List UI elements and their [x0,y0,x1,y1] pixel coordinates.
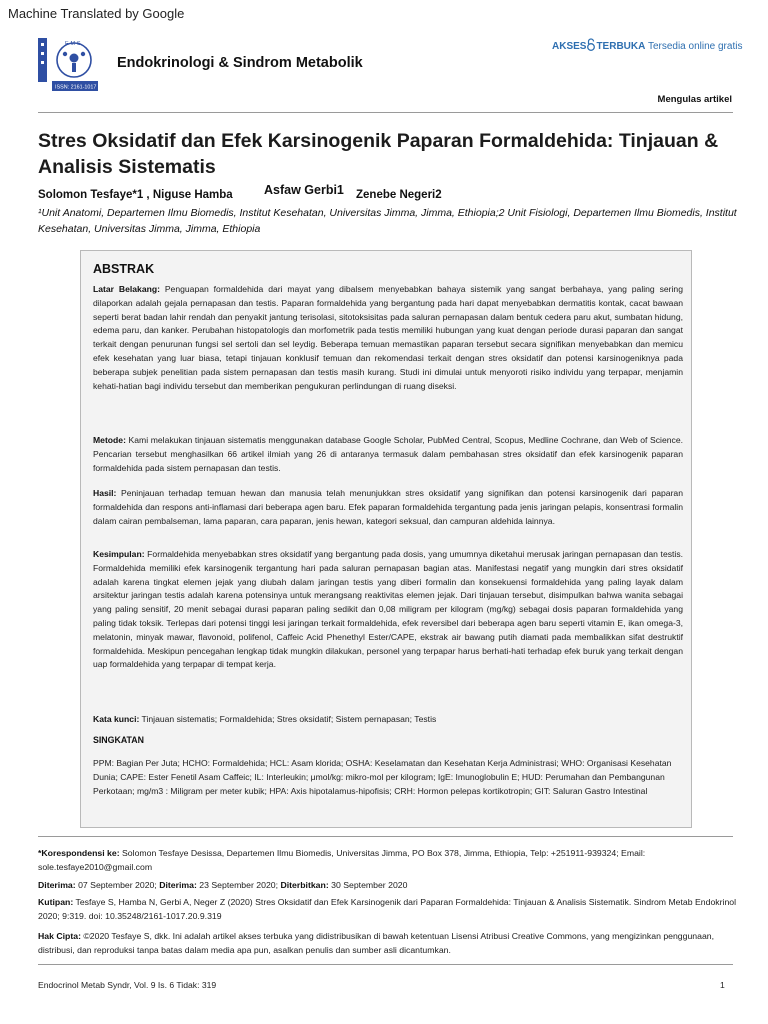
article-title: Stres Oksidatif dan Efek Karsinogenik Paparan Formaldehida: Tinjauan & Analisis Sistematis [38,130,719,178]
svg-text:E·M·S: E·M·S [65,41,81,47]
footnote-divider [38,836,733,837]
article-type-label: Mengulas artikel [657,94,732,105]
page-number: 1 [720,980,725,990]
header-divider [38,112,733,113]
abstract-methods: Metode: Kami melakukan tinjauan sistematis menggunakan database Google Scholar, PubMed Central, Scopus, Medline Cochrane, dan Web of Science. Pencarian tersebut menghasilkan 66 artikel ilmiah yang 26 di antaranya termasuk dalam pembahasan stres oksidatif dan efek karsinogenik paparan formaldehida pada sistem pernapasan dan testis. [93,435,683,473]
abstract-heading: ABSTRAK [93,262,155,276]
copyright-note: Hak Cipta: ©2020 Tesfaye S, dkk. Ini adalah artikel akses terbuka yang didistribusikan di bawah ketentuan Lisensi Atribusi Creative Commons, yang mengizinkan penggunaan, distribusi, dan reproduksi tanpa batas dalam media apa pun, asalkan penulis dan sumber asli dicantumkan. [38,931,715,955]
abstract-conclusion: Kesimpulan: Formaldehida menyebabkan stres oksidatif yang bergantung pada dosis, yang umumnya diketahui merusak jaringan pernapasan dan testis. Formaldehida memiliki efek karsinogenik tergantung hari pada saluran pernapasan bagian atas. Manifestasi negatif yang mungkin dari stres oksidatif adalah karena tingkat elemen jejak yang diubah dalam jaringan testis yang diberi formalin dan konsekuensi formaldehida yang paling layak dalam arsitektur jaringan testis adalah karena potensinya untuk merangsang reaktivitas elemen jejak. Dari tinjauan tersebut, disimpulkan bahwa wanita sebagai yang paling sensitif, 20 menit sebagai durasi paparan paling sedikit dan 0,08 miligram per kilogram (mg/kg) sebagai dosis paparan formaldehida yang paling tidak toksik. Terlepas dari potensi tinggi lesi jaringan terkait formaldehida, efek reversibel dari beberapa agen baru seperti vitamin E, ikan omega-3, melatonin, minyak mawar, flavonoid, polifenol, Caffeic Acid Phenethyl Ester/CAPE, ekstrak air bawang putih diamati pada membalikkan sifat destruktif formaldehida. Meskipun pencegahan lengkap tidak mungkin dilakukan, personel yang terpapar harus berhati-hati terhadap efek buruk yang terkait dengan uap formaldehida yang terpapar di tempat kerja. [93,549,683,670]
journal-footer-citation: Endocrinol Metab Syndr, Vol. 9 Is. 6 Tidak: 319 [38,980,217,990]
author-affiliations: ¹Unit Anatomi, Departemen Ilmu Biomedis, Institut Kesehatan, Universitas Jimma, Jimma, Ethiopia;2 Unit Fisiologi, Departemen Ilmu Biomedis, Institut Kesehatan, Universitas Jimma, Jimma, Ethiopia [38,207,737,235]
abbreviations-list: PPM: Bagian Per Juta; HCHO: Formaldehida; HCL: Asam klorida; OSHA: Keselamatan dan Kesehatan Kerja Administrasi; WHO: Organisasi Kesehatan Dunia; CAPE: Ester Fenetil Asam Caffeic; IL: Interleukin; μmol/kg: mikro-mol per kilogram; IgE: Imunoglobulin E; HUD: Perumahan dan Pembangunan Perkotaan; mg/m3 : Miligram per meter kubik; HPA: Axis hipotalamus-hipofisis; CRH: Hormon pelepas kortikotropin; GIT: Saluran Gastro Intestinal [93,758,672,796]
abbreviations-heading: SINGKATAN [93,735,144,745]
journal-logo [38,38,100,94]
open-access-banner: AKSES TERBUKA Tersedia online gratis [552,38,742,52]
abstract-keywords: Kata kunci: Tinjauan sistematis; Formaldehida; Stres oksidatif; Sistem pernapasan; Testis [93,714,437,724]
journal-title: Endokrinologi & Sindrom Metabolik [117,55,363,71]
author-group-1: Solomon Tesfaye*1 , Niguse Hamba [38,189,233,201]
author-group-2: Asfaw Gerbi1 [264,183,344,197]
dates-note: Diterima: 07 September 2020; Diterima: 23 September 2020; Diterbitkan: 30 September 2020 [38,880,408,890]
svg-text:ISSN: 2161-1017: ISSN: 2161-1017 [55,84,97,91]
abstract-results: Hasil: Peninjauan terhadap temuan hewan dan manusia telah menunjukkan stres oksidatif yang signifikan dan potensi karsinogenik dari paparan formaldehida dan respons anti-inflamasi dari beberapa agen baru. Efek paparan formaldehida tergantung pada jenis jaringan pelapis, konsentrasi formalin dalam cairan pembalseman, lama paparan, cara paparan, jenis hewan, kategori seksual, dan campuran aldehida lainnya. [93,488,683,526]
footer-divider [38,964,733,965]
citation-note: Kutipan: Tesfaye S, Hamba N, Gerbi A, Neger Z (2020) Stres Oksidatif dan Efek Karsinogenik dari Paparan Formaldehida: Tinjauan & Analisis Sistematik. Sindrom Metab Endokrinol 2020; 9:319. doi: 10.35248/2161-1017.20.9.319 [38,897,737,921]
machine-translated-banner: Machine Translated by Google [8,6,185,21]
open-access-lock-icon [586,38,596,52]
author-group-3: Zenebe Negeri2 [356,189,442,201]
abstract-background: Latar Belakang: Penguapan formaldehida dari mayat yang dibalsem menyebabkan bahaya sistemik yang sangat berbahaya, yang paling sering dilaporkan adalah gejala pernapasan dan testis. Paparan formaldehida yang bergantung pada hari dapat menyebabkan dermatitis kontak, cacat bawaan seperti berat badan lahir rendah dan penyakit jantung terisolasi, sitotoksisitas pada saluran pernapasan dalam bentuk cedera paru akut, sumbatan hidung, edema paru, dan kanker. Perubahan histopatologis dan morfometrik pada testis memiliki hubungan yang kuat dengan periode durasi paparan dan sangat terkait dengan penurunan fungsi sel sertoli dan sel leydig. Beberapa temuan memastikan paparan tersebut secara signifikan menyebabkan dan memicu efek kesehatan yang luar biasa, tetapi tinjauan konklusif temuan dan rekomendasi terkait dengan stres oksidatif dan potensi karsinogeniknya pada beberapa subjek penelitian pada sistem pernapasan dan testis masih kurang. Studi ini dimulai untuk menyoroti risiko individu yang terpapar, menjamin kehati-hatian bagi individu tersebut dan memberikan pengukuran perlindungan di ruang diseksi. [93,284,683,391]
correspondence-note: *Korespondensi ke: Solomon Tesfaye Desissa, Departemen Ilmu Biomedis, Universitas Jimma, PO Box 378, Jimma, Ethiopia, Telp: +251911-939324; Email: sole.tesfaye2010@gmail.com [38,848,646,872]
